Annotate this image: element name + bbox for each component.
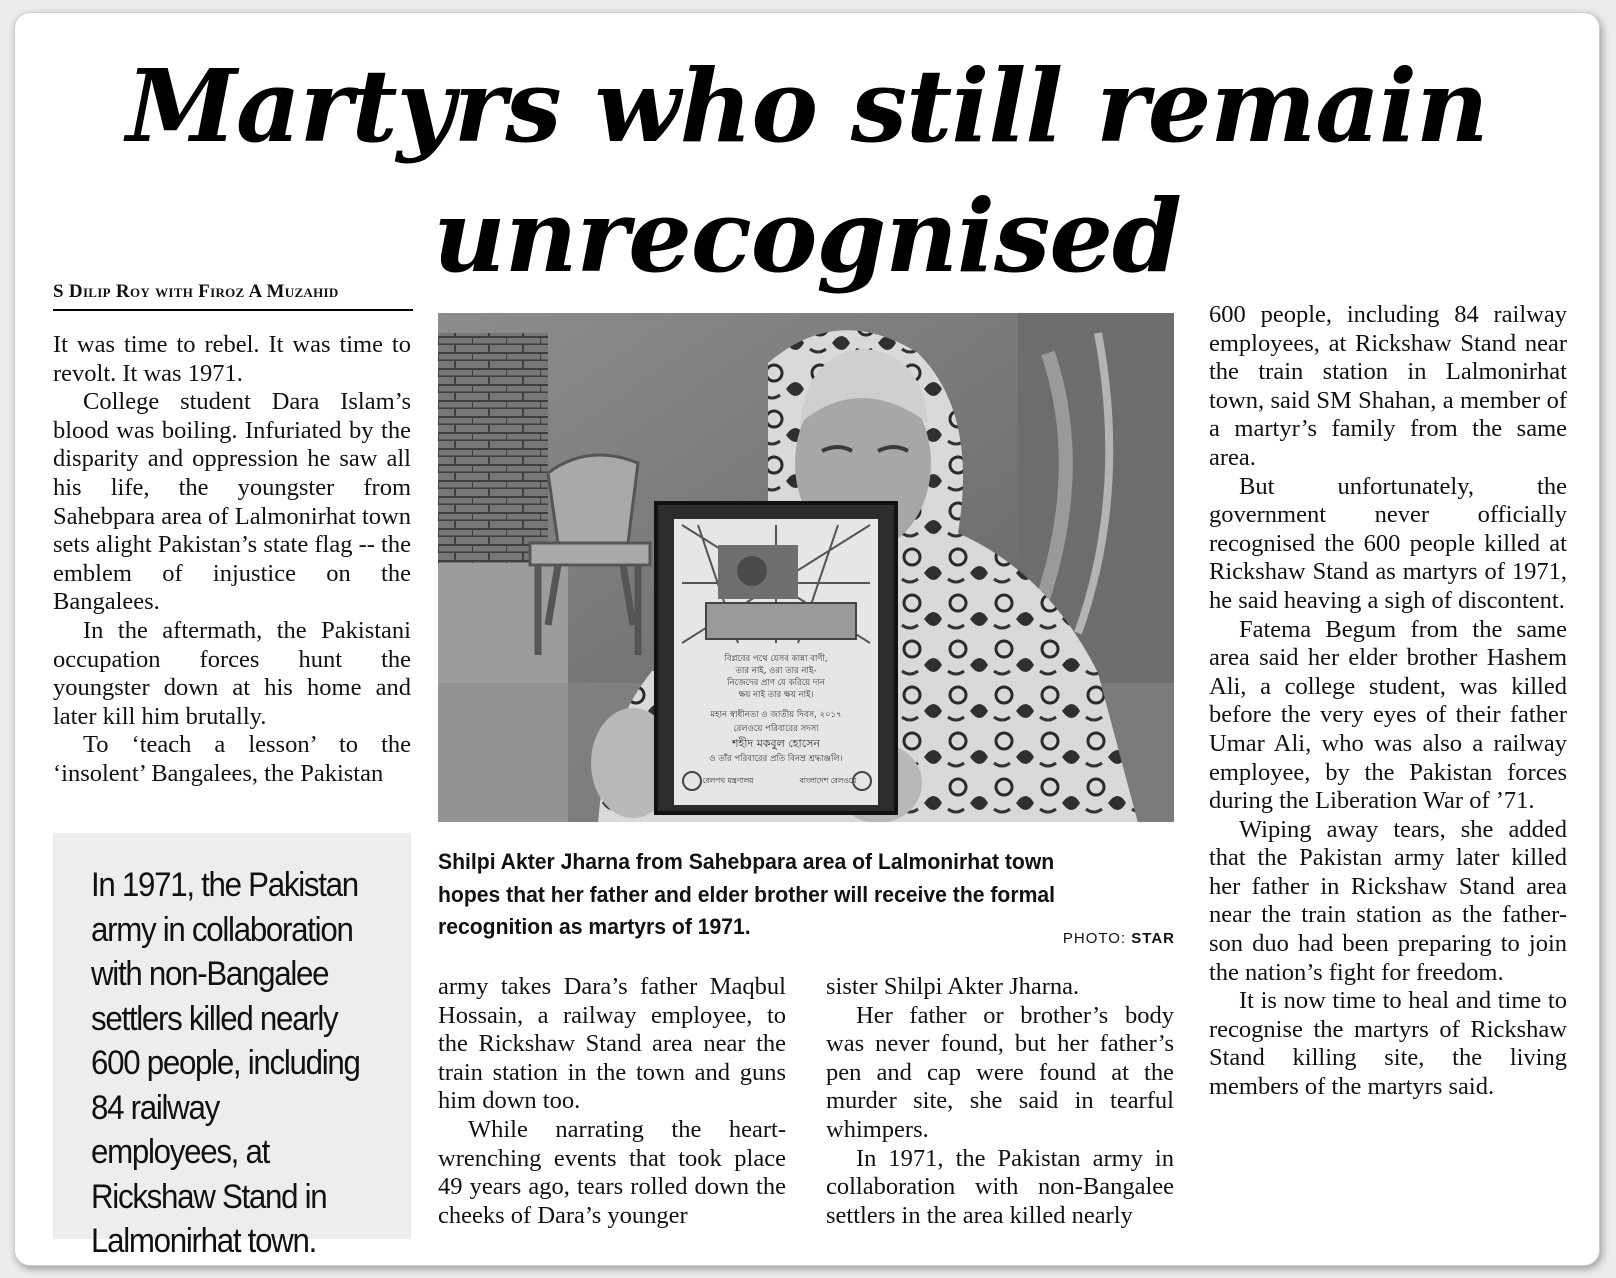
paragraph: It was time to rebel. It was time to revolt. It was 1971. (53, 331, 411, 387)
plaque-text-line: শহীদ মকবুল হোসেন (731, 737, 821, 750)
pull-quote-text: In 1971, the Pakistan army in collaboration with non-Bangalee settlers killed nearly 600 people, including 84 railway employees, at Rickshaw Stand in Lalmonirhat town. (91, 866, 360, 1260)
plaque-text-line: বিপ্লবের পথে যেসব কান্না বাণী, (724, 654, 828, 664)
paragraph: While narrating the heart-wrenching events that took place 49 years ago, tears rolled down the cheeks of Dara’s younger (438, 1115, 786, 1229)
plaque-text-line: বাংলাদেশ রেলওয়ে (799, 776, 857, 785)
byline: S Dilip Roy with Firoz A Muzahid (53, 281, 413, 311)
photo-credit-label: PHOTO: (1062, 930, 1127, 947)
article-column-2 (438, 973, 786, 1230)
paragraph: It is now time to heal and time to recognise the martyrs of Rickshaw Stand killing site, the living members of the martyrs said. (1209, 987, 1567, 1101)
plaque-text-line: ক্ষয় নাই তার ক্ষয় নাই। (738, 690, 814, 700)
article-column-4 (1209, 301, 1567, 1102)
paragraph: army takes Dara’s father Maqbul Hossain, a railway employee, to the Rickshaw Stand area near the train station in the town and guns him down too. (438, 973, 786, 1115)
article-column-3 (826, 973, 1174, 1230)
article-photo (438, 313, 1174, 822)
plaque-text-line: রেলপথ মন্ত্রণালয় (702, 776, 754, 785)
paragraph: But unfortunately, the government never officially recognised the 600 people killed at Rickshaw Stand as martyrs of 1971, he said heaving a sigh of discontent. (1209, 472, 1567, 614)
plaque-text-line: মহান স্বাধীনতা ও জাতীয় দিবস, ২০১৭ (710, 710, 842, 720)
photo-credit (1035, 930, 1175, 947)
paragraph: sister Shilpi Akter Jharna. (826, 973, 1080, 1000)
plaque-text-line: তার নাই, ওরা তার নাই- (735, 666, 817, 676)
photo-caption: Shilpi Akter Jharna from Sahebpara area of Lalmonirhat town hopes that her father and elder brother will receive the formal recognition as martyrs of 1971. (438, 849, 1056, 939)
headline: Martyrs who still remain unrecognised (126, 47, 1488, 295)
paragraph: Her father or brother’s body was never found, but her father’s pen and cap were found at the murder site, she said in tearful whimpers. (826, 1001, 1174, 1143)
newspaper-page (14, 12, 1600, 1266)
plaque-text-line: ও তাঁর পরিবারের প্রতি বিনম্র শ্রদ্ধাঞ্জলি। (709, 754, 843, 764)
paragraph: In 1971, the Pakistan army in collaboration with non-Bangalee settlers in the area killed nearly (826, 1144, 1174, 1229)
paragraph: In the aftermath, the Pakistani occupation forces hunt the youngster down at his home and later kill him brutally. (53, 616, 411, 730)
pull-quote-box (53, 833, 411, 1260)
plaque-text-line: রেলওয়ে পরিবারের সদস্য (733, 724, 819, 734)
article-column-1 (53, 331, 411, 789)
paragraph: To ‘teach a lesson’ to the ‘insolent’ Bangalees, the Pakistan (53, 731, 411, 787)
paragraph: Wiping away tears, she added that the Pakistan army later killed her father in Rickshaw Stand area near the train station as the father-son duo had been preparing to join the nation’s fight for freedom. (1209, 815, 1567, 986)
paragraph: College student Dara Islam’s blood was boiling. Infuriated by the disparity and oppression he saw all his life, the youngster from Sahebpara area of Lalmonirhat town sets alight Pakistan’s state flag -- the emblem of injustice on the Bangalees. (53, 388, 411, 616)
photo-credit-source: STAR (1131, 930, 1175, 947)
paragraph: Fatema Begum from the same area said her elder brother Hashem Ali, a college student, was killed before the very eyes of their father Umar Ali, who was also a railway employee, by the Pakistan forces during the Liberation War of ’71. (1209, 615, 1567, 815)
plaque-text-line: নিজেদের প্রাণ যে করিয়ে দান (727, 678, 825, 688)
paragraph: 600 people, including 84 railway employees, at Rickshaw Stand near the train station in Lalmonirhat town, said SM Shahan, a member of a martyr’s family from the same area. (1209, 301, 1567, 471)
